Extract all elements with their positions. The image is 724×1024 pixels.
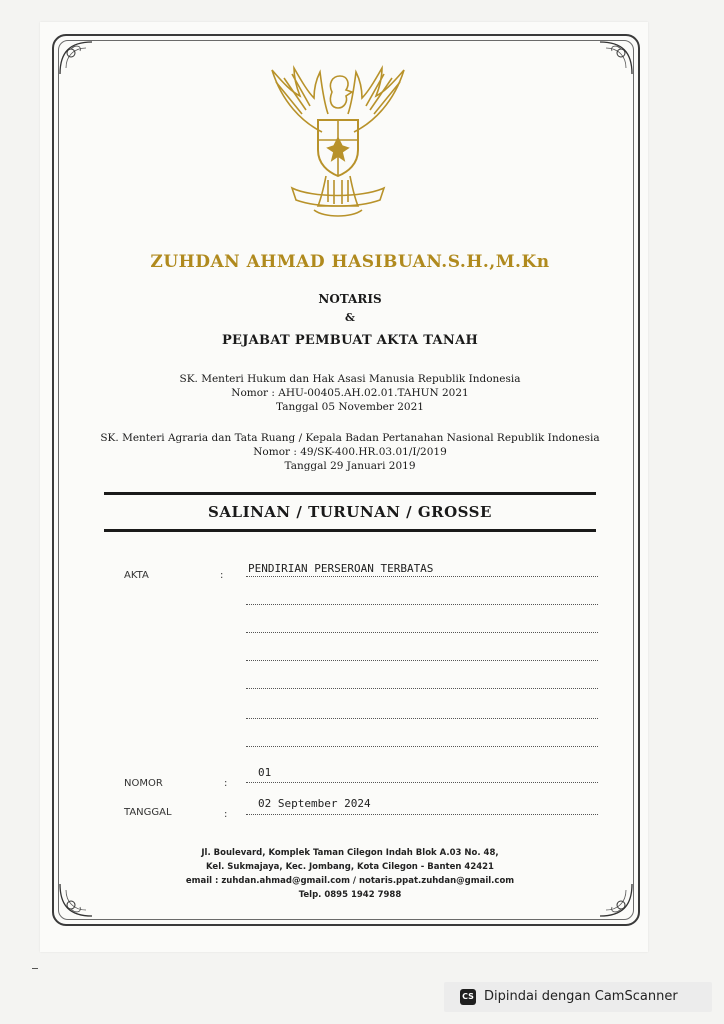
nomor-line: [246, 782, 598, 783]
sk-kemenkumham-line3: Tanggal 05 November 2021: [276, 401, 424, 413]
footer-address-line2: Kel. Sukmajaya, Kec. Jombang, Kota Cilegon - Banten 42421: [206, 862, 494, 872]
akta-colon: :: [220, 570, 224, 581]
sk-atr-line3: Tanggal 29 Januari 2019: [284, 460, 416, 472]
divider-top: [104, 492, 596, 495]
divider-bottom: [104, 529, 596, 532]
akta-line-5: [246, 688, 598, 689]
document-type-heading: SALINAN / TURUNAN / GROSSE: [208, 503, 492, 521]
camscanner-badge: [444, 982, 712, 1012]
scan-mark: [32, 968, 38, 969]
title-ampersand: &: [345, 311, 355, 324]
office-address-footer: [60, 846, 640, 902]
sk-kemenkumham-block: [60, 372, 640, 414]
footer-email: email : zuhdan.ahmad@gmail.com / notaris.ppat.zuhdan@gmail.com: [185, 876, 515, 886]
sk-atr-line1: SK. Menteri Agraria dan Tata Ruang / Kepala Badan Pertanahan Nasional Republik Indonesia: [100, 432, 600, 444]
tanggal-label: TANGGAL: [124, 807, 172, 818]
akta-line-3: [246, 632, 598, 633]
garuda-emblem-icon: [262, 62, 414, 222]
akta-line-6: [246, 718, 598, 719]
akta-line-1: [246, 576, 598, 577]
nomor-colon: :: [224, 778, 228, 789]
sk-atr-line2: Nomor : 49/SK-400.HR.03.01/I/2019: [253, 446, 447, 458]
akta-line-2: [246, 604, 598, 605]
notary-name: ZUHDAN AHMAD HASIBUAN.S.H.,M.Kn: [150, 252, 550, 272]
akta-label: AKTA: [124, 570, 149, 581]
footer-address-line1: Jl. Boulevard, Komplek Taman Cilegon Indah Blok A.03 No. 48,: [201, 848, 499, 858]
title-ppat: PEJABAT PEMBUAT AKTA TANAH: [221, 333, 479, 348]
akta-line-4: [246, 660, 598, 661]
footer-phone: Telp. 0895 1942 7988: [298, 890, 402, 900]
tanggal-line: [246, 814, 598, 815]
camscanner-logo-icon: CS: [460, 989, 476, 1005]
corner-ornament-icon: [596, 38, 636, 78]
sk-atr-block: [60, 431, 640, 473]
corner-ornament-icon: [56, 38, 96, 78]
tanggal-colon: :: [224, 809, 228, 820]
title-notaris: NOTARIS: [318, 292, 382, 306]
camscanner-text: Dipindai dengan CamScanner: [484, 989, 678, 1004]
nomor-label: NOMOR: [124, 778, 163, 789]
nomor-value: 01: [258, 766, 272, 779]
tanggal-value: 02 September 2024: [258, 797, 371, 810]
akta-line-7: [246, 746, 598, 747]
sk-kemenkumham-line1: SK. Menteri Hukum dan Hak Asasi Manusia Republik Indonesia: [179, 373, 521, 385]
sk-kemenkumham-line2: Nomor : AHU-00405.AH.02.01.TAHUN 2021: [231, 387, 469, 399]
akta-value: PENDIRIAN PERSEROAN TERBATAS: [248, 562, 434, 575]
